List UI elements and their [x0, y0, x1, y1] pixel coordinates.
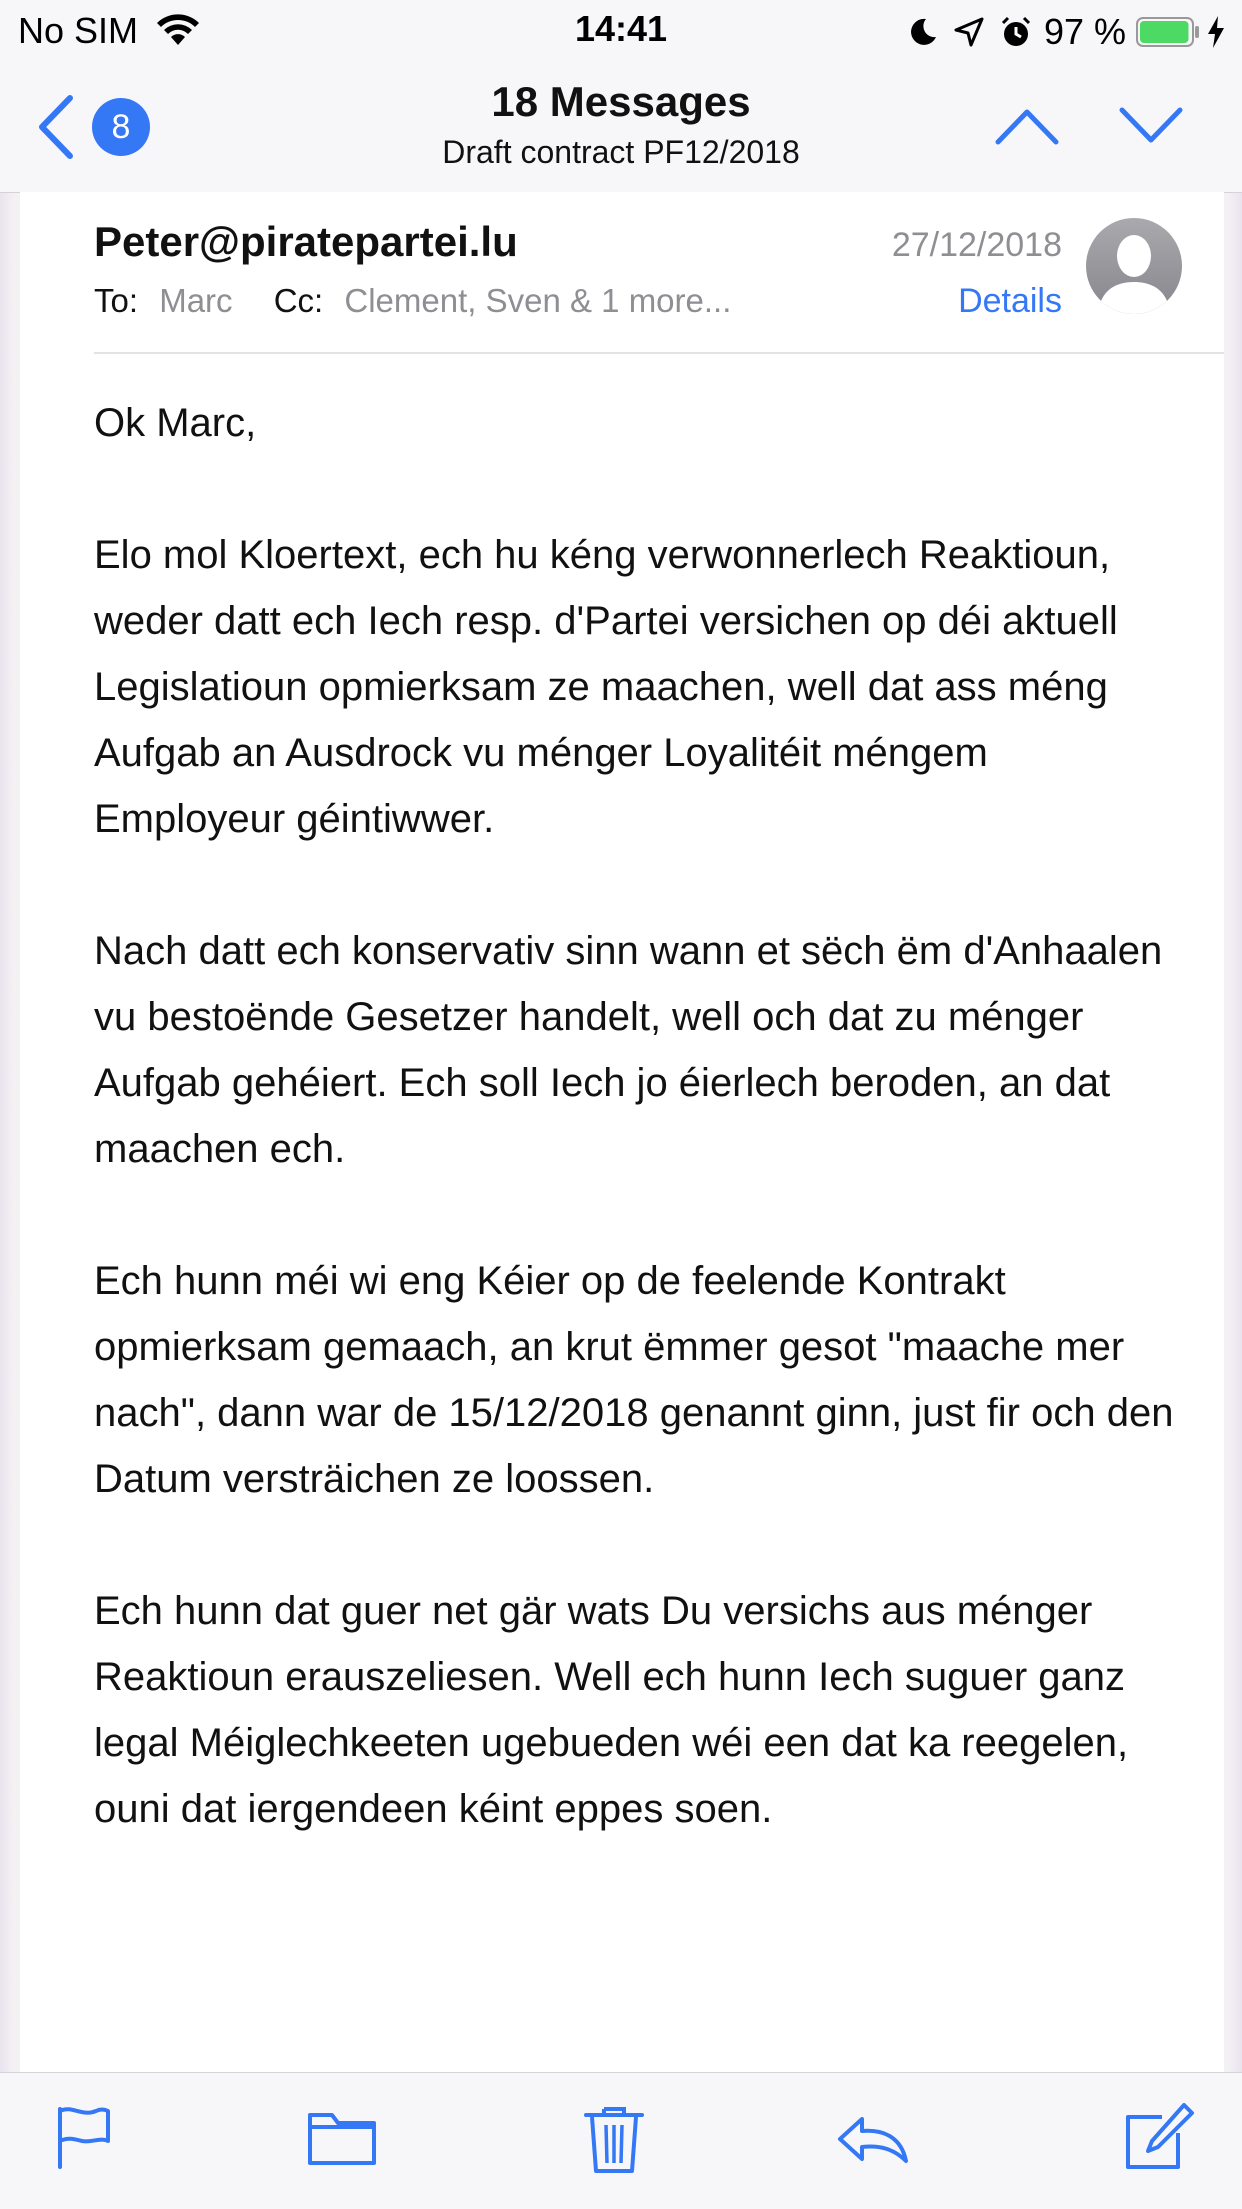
header-separator — [94, 352, 1224, 354]
body-paragraph: Ech hunn dat guer net gär wats Du versichs aus ménger Reaktioun erauszeliesen. Well ech hunn Iech suguer ganz legal Méiglechkeeten ugebueden wéi een dat ka reegelen, ouni dat iergendeen kéint eppes soen. — [94, 1589, 1129, 1831]
battery-percent: 97 % — [1043, 11, 1126, 52]
flag-button[interactable] — [44, 2097, 124, 2177]
message-card — [20, 192, 1224, 2072]
move-to-folder-button[interactable] — [302, 2097, 382, 2177]
status-bar — [0, 0, 1242, 62]
message-date: 27/12/2018 — [891, 226, 1062, 264]
charging-bolt-icon — [1206, 15, 1226, 49]
to-value[interactable]: Marc — [159, 282, 233, 319]
details-link[interactable]: Details — [958, 282, 1062, 320]
message-body — [94, 390, 1174, 1908]
trash-icon — [574, 2097, 654, 2177]
sender-avatar[interactable] — [1086, 218, 1182, 314]
chevron-up-icon[interactable] — [994, 106, 1060, 146]
alarm-icon — [1000, 16, 1032, 48]
body-paragraph: Nach datt ech konservativ sinn wann et sëch ëm d'Anhaalen vu bestoënde Gesetzer handelt, well och dat zu ménger Aufgab gehéiert. Ech soll Iech jo éierlech beroden, an dat maachen ech. — [94, 929, 1163, 1171]
battery-icon — [1136, 17, 1200, 47]
moon-icon — [908, 17, 938, 47]
navigation-bar — [0, 62, 1242, 193]
unread-count-badge[interactable]: 8 — [92, 98, 150, 156]
cc-label: Cc: — [273, 282, 324, 319]
person-silhouette-icon — [1086, 218, 1182, 314]
body-paragraph: Elo mol Kloertext, ech hu kéng verwonnerlech Reaktioun, weder datt ech Iech resp. d'Partei versichen op déi aktuell Legislatioun opmierksam ze maachen, well dat ass méng Aufgab an Ausdrock vu ménger Loyalitéit méngem Employeur géintiwwer. — [94, 533, 1118, 841]
cc-value[interactable]: Clement, Sven & 1 more... — [344, 282, 732, 319]
compose-icon — [1118, 2097, 1198, 2177]
reply-icon — [832, 2097, 912, 2177]
recipients-line — [94, 282, 731, 320]
flag-icon — [44, 2097, 124, 2177]
sender-address[interactable]: Peter@piratepartei.lu — [94, 218, 518, 265]
nav-title: 18 Messages — [491, 78, 751, 125]
reply-button[interactable] — [832, 2097, 912, 2177]
to-label: To: — [94, 282, 139, 319]
compose-button[interactable] — [1118, 2097, 1198, 2177]
body-paragraph: Ok Marc, — [94, 401, 257, 445]
location-arrow-icon — [954, 17, 984, 47]
bottom-toolbar — [0, 2072, 1242, 2209]
folder-icon — [302, 2097, 382, 2177]
carrier-label: No SIM — [18, 10, 139, 51]
status-time: 14:41 — [574, 8, 668, 49]
delete-button[interactable] — [574, 2097, 654, 2177]
nav-subtitle: Draft contract PF12/2018 — [442, 134, 800, 170]
chevron-down-icon[interactable] — [1118, 106, 1184, 146]
body-paragraph: Ech hunn méi wi eng Kéier op de feelende Kontrakt opmierksam gemaach, an krut ëmmer gesot "maache mer nach", dann war de 15/12/2018 genannt ginn, just fir och den Datum versträichen ze loossen. — [94, 1259, 1174, 1501]
status-right-group — [908, 10, 1226, 54]
